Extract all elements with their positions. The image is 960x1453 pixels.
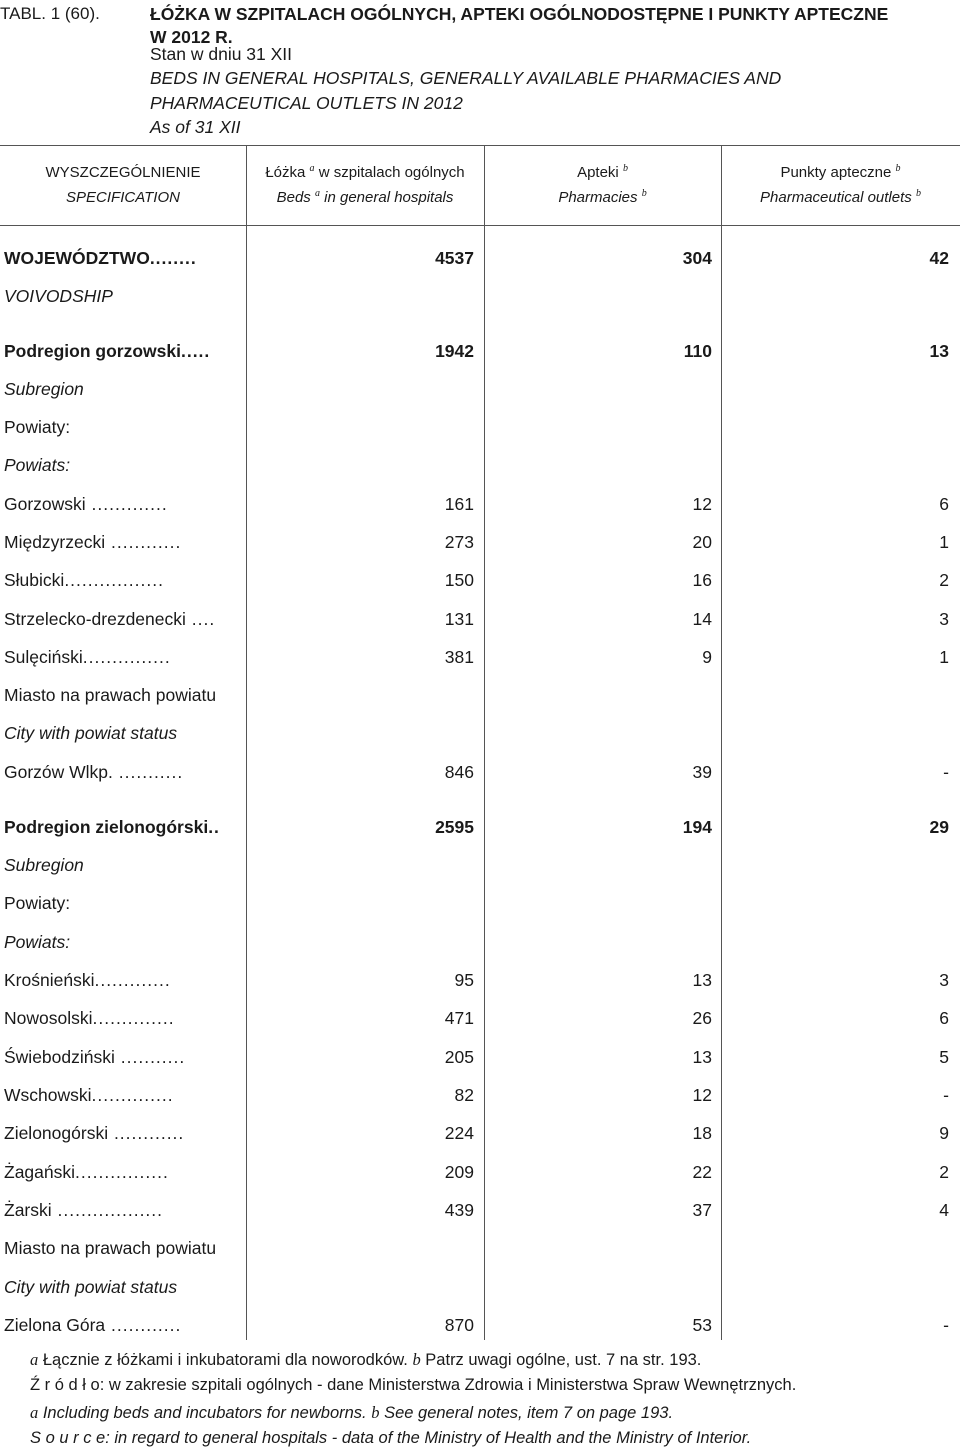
pharmacies-value: 304	[682, 248, 712, 268]
row-label	[4, 846, 246, 884]
row-label	[4, 676, 246, 714]
row-label	[4, 239, 246, 277]
row-label-text: Gorzów Wlkp.	[4, 762, 113, 782]
header-beds	[246, 160, 484, 210]
table-row	[0, 523, 960, 561]
header-beds-pl: Łóżka $^a$ w szpitalach ogólnych	[265, 163, 465, 181]
row-label-text: Sulęciński	[4, 647, 83, 667]
beds-value: 471	[444, 1008, 474, 1028]
header-top-rule	[0, 145, 960, 146]
beds-value: 131	[444, 609, 474, 629]
table-row	[0, 923, 960, 961]
row-label-text: Subregion	[4, 855, 84, 875]
row-label	[4, 808, 246, 846]
table-row	[0, 676, 960, 714]
footnote-pl: a Łącznie z łóżkami i inkubatorami dla noworodków. b Patrz uwagi ogólne, ust. 7 na str. 193.	[30, 1350, 702, 1369]
row-label	[4, 1229, 246, 1267]
table-row	[0, 408, 960, 446]
leader-dots: ............	[105, 1315, 182, 1335]
leader-dots: ...............	[82, 647, 171, 667]
table-row	[0, 370, 960, 408]
row-label-text: Świebodziński	[4, 1047, 115, 1067]
row-label	[4, 961, 246, 999]
beds-value: 95	[454, 970, 474, 990]
footnote-source-en: S o u r c e: in regard to general hospitals - data of the Ministry of Health and the Ministry of Interior.	[30, 1429, 752, 1447]
leader-dots: ..............	[92, 1008, 175, 1028]
table-row	[0, 999, 960, 1037]
header-spec-en: SPECIFICATION	[66, 189, 180, 206]
table-row	[0, 1229, 960, 1267]
beds-value: 205	[444, 1047, 474, 1067]
pharmacies-value: 12	[692, 1085, 712, 1105]
row-label-text: Podregion gorzowski	[4, 341, 181, 361]
leader-dots: ..................	[51, 1200, 164, 1220]
table-row	[0, 446, 960, 484]
table-row	[0, 961, 960, 999]
pharmacies-value: 18	[692, 1123, 712, 1143]
table-date-pl: Stan w dniu 31 XII	[150, 44, 293, 64]
pharmacies-value: 9	[702, 647, 712, 667]
row-label-text: City with powiat status	[4, 1277, 178, 1297]
header-pharm-en: Pharmacies $^b$	[558, 188, 647, 206]
outlets-value: 4	[939, 1200, 949, 1220]
row-label-text: Żagański	[4, 1162, 76, 1182]
header-specification	[0, 160, 246, 210]
pharmacies-value: 20	[692, 532, 712, 552]
outlets-value: 6	[939, 494, 949, 514]
outlets-value: 3	[939, 609, 949, 629]
row-label-text: Miasto na prawach powiatu	[4, 1238, 217, 1258]
leader-dots: ............	[105, 532, 182, 552]
table-row	[0, 239, 960, 277]
leader-dots: .............	[85, 494, 168, 514]
outlets-value: 42	[929, 248, 949, 268]
leader-dots: .................	[64, 570, 164, 590]
footnote-en: a Including beds and incubators for newborns. b See general notes, item 7 on page 193.	[30, 1403, 674, 1422]
row-label-text: Gorzowski	[4, 494, 86, 514]
row-label-text: VOIVODSHIP	[4, 286, 113, 306]
outlets-value: -	[943, 1085, 949, 1105]
table-row	[0, 808, 960, 846]
leader-dots: ...........	[114, 1047, 186, 1067]
table-row	[0, 1268, 960, 1306]
table-date-en: As of 31 XII	[150, 117, 241, 137]
beds-value: 273	[444, 532, 474, 552]
header-pharmacies	[484, 160, 721, 210]
table-row	[0, 600, 960, 638]
header-outlets-pl: Punkty apteczne $^b$	[780, 163, 901, 181]
table-row	[0, 1114, 960, 1152]
beds-value: 224	[444, 1123, 474, 1143]
outlets-value: -	[943, 762, 949, 782]
pharmacies-value: 16	[692, 570, 712, 590]
row-label-text: Żarski	[4, 1200, 52, 1220]
table-title-en: BEDS IN GENERAL HOSPITALS, GENERALLY AVAILABLE PHARMACIES AND	[150, 68, 782, 88]
leader-dots: ............	[108, 1123, 185, 1143]
table-row	[0, 753, 960, 791]
row-label	[4, 277, 246, 315]
leader-dots: ..	[208, 817, 220, 837]
table-row	[0, 1038, 960, 1076]
row-label	[4, 370, 246, 408]
pharmacies-value: 53	[692, 1315, 712, 1335]
pharmacies-value: 37	[692, 1200, 712, 1220]
footnote-source-pl: Ź r ó d ł o: w zakresie szpitali ogólnych - dane Ministerstwa Zdrowia i Ministerstwa Spraw Wewnętrznych.	[30, 1376, 797, 1394]
pharmacies-value: 194	[682, 817, 712, 837]
header-bottom-rule	[0, 225, 960, 226]
outlets-value: 2	[939, 570, 949, 590]
beds-value: 846	[444, 762, 474, 782]
row-label-text: Podregion zielonogórski	[4, 817, 209, 837]
table-row	[0, 1306, 960, 1344]
pharmacies-value: 13	[692, 970, 712, 990]
table-row	[0, 1076, 960, 1114]
table-title-pl-year: W 2012 R.	[150, 27, 233, 47]
row-label	[4, 485, 246, 523]
row-label	[4, 753, 246, 791]
row-label	[4, 923, 246, 961]
table-row	[0, 1191, 960, 1229]
row-label-text: Zielona Góra	[4, 1315, 106, 1335]
row-label	[4, 1076, 246, 1114]
row-label	[4, 638, 246, 676]
row-label-text: Subregion	[4, 379, 84, 399]
outlets-value: -	[943, 1315, 949, 1335]
outlets-value: 1	[939, 532, 949, 552]
beds-value: 1942	[435, 341, 474, 361]
outlets-value: 5	[939, 1047, 949, 1067]
row-label-text: Słubicki	[4, 570, 65, 590]
pharmacies-value: 12	[692, 494, 712, 514]
table-title-pl: ŁÓŻKA W SZPITALACH OGÓLNYCH, APTEKI OGÓLNODOSTĘPNE I PUNKTY APTECZNE	[150, 4, 889, 24]
table-row	[0, 638, 960, 676]
row-label	[4, 884, 246, 922]
table-number: TABL. 1 (60).	[0, 4, 100, 23]
outlets-value: 6	[939, 1008, 949, 1028]
pharmacies-value: 13	[692, 1047, 712, 1067]
row-label	[4, 561, 246, 599]
row-label	[4, 1306, 246, 1344]
header-spec-pl: WYSZCZEGÓLNIENIE	[45, 164, 201, 181]
leader-dots: ..............	[91, 1085, 174, 1105]
beds-value: 4537	[435, 248, 474, 268]
leader-dots: .............	[94, 970, 171, 990]
table-row	[0, 277, 960, 315]
row-label	[4, 523, 246, 561]
outlets-value: 1	[939, 647, 949, 667]
table-row	[0, 485, 960, 523]
row-label-text: Powiats:	[4, 455, 71, 475]
leader-dots: ...........	[112, 762, 184, 782]
row-label-text: Powiaty:	[4, 417, 71, 437]
row-label	[4, 446, 246, 484]
outlets-value: 3	[939, 970, 949, 990]
beds-value: 150	[444, 570, 474, 590]
row-label-text: Miasto na prawach powiatu	[4, 685, 217, 705]
pharmacies-value: 110	[683, 341, 712, 361]
row-label-text: Zielonogórski	[4, 1123, 109, 1143]
table-title-en-cont: PHARMACEUTICAL OUTLETS IN 2012	[150, 93, 463, 113]
row-label	[4, 408, 246, 446]
table-row	[0, 561, 960, 599]
leader-dots: ....	[185, 609, 216, 629]
header-beds-en: Beds $^a$ in general hospitals	[276, 188, 454, 206]
row-label-text: Międzyrzecki	[4, 532, 106, 552]
row-label-text: Krośnieński	[4, 970, 95, 990]
row-label	[4, 1038, 246, 1076]
pharmacies-value: 39	[692, 762, 712, 782]
pharmacies-value: 26	[692, 1008, 712, 1028]
leader-dots: .....	[180, 341, 211, 361]
pharmacies-value: 14	[692, 609, 712, 629]
outlets-value: 9	[939, 1123, 949, 1143]
beds-value: 209	[444, 1162, 474, 1182]
row-label-text: Powiaty:	[4, 893, 71, 913]
table-row	[0, 1153, 960, 1191]
beds-value: 82	[454, 1085, 474, 1105]
header-outlets-en: Pharmaceutical outlets $^b$	[760, 188, 921, 206]
leader-dots: ................	[75, 1162, 169, 1182]
outlets-value: 13	[929, 341, 949, 361]
row-label	[4, 1153, 246, 1191]
row-label	[4, 332, 246, 370]
table-row	[0, 846, 960, 884]
row-label	[4, 999, 246, 1037]
table-row	[0, 884, 960, 922]
beds-value: 870	[444, 1315, 474, 1335]
row-label-text: City with powiat status	[4, 723, 178, 743]
table-row	[0, 332, 960, 370]
row-label	[4, 714, 246, 752]
pharmacies-value: 22	[692, 1162, 712, 1182]
leader-dots: ........	[149, 248, 197, 268]
outlets-value: 29	[929, 817, 949, 837]
header-pharm-pl: Apteki $^b$	[577, 163, 628, 181]
row-label	[4, 1114, 246, 1152]
row-label	[4, 600, 246, 638]
row-label-text: Wschowski	[4, 1085, 92, 1105]
row-label	[4, 1268, 246, 1306]
row-label-text: Powiats:	[4, 932, 71, 952]
row-label	[4, 1191, 246, 1229]
header-outlets	[721, 160, 960, 210]
table-row	[0, 714, 960, 752]
beds-value: 381	[444, 647, 474, 667]
row-label-text: Strzelecko-drezdenecki	[4, 609, 186, 629]
row-label-text: Nowosolski	[4, 1008, 93, 1028]
beds-value: 439	[444, 1200, 474, 1220]
outlets-value: 2	[939, 1162, 949, 1182]
beds-value: 161	[444, 494, 474, 514]
row-label-text: WOJEWÓDZTWO	[4, 248, 150, 268]
beds-value: 2595	[435, 817, 474, 837]
